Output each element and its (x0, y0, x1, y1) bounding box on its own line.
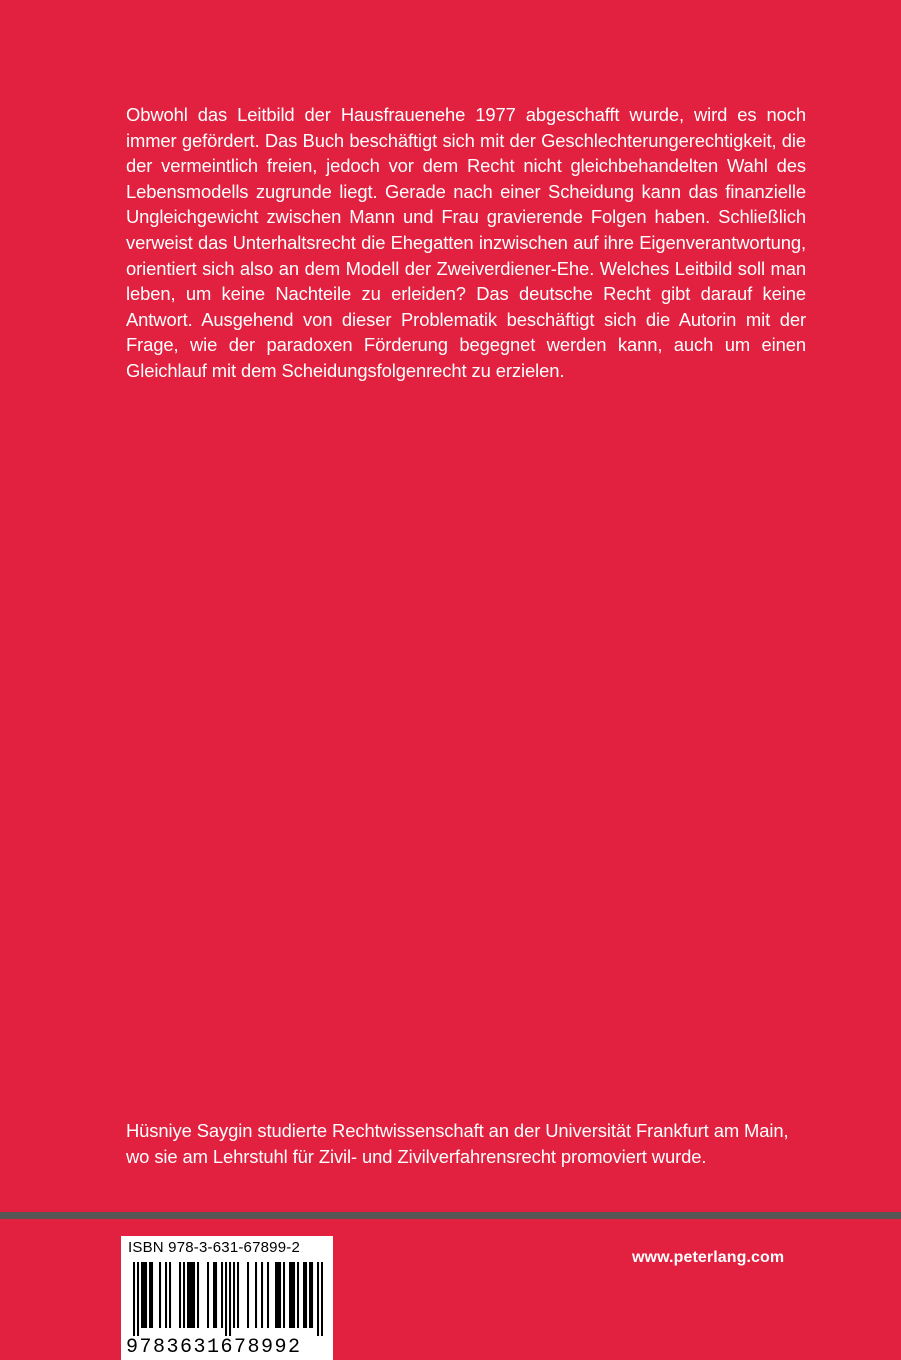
barcode-bar (179, 1262, 181, 1328)
barcode-bar (169, 1262, 171, 1328)
barcode-bar (247, 1262, 249, 1328)
barcode-bar (133, 1262, 135, 1336)
barcode-bar (321, 1262, 323, 1336)
barcode-bar (291, 1262, 293, 1328)
barcode-bar (189, 1262, 191, 1328)
barcode (121, 1236, 333, 1360)
barcode-bar (151, 1262, 153, 1328)
barcode-bar (229, 1262, 231, 1336)
blurb-text: Obwohl das Leitbild der Hausfrauenehe 1977 abgeschafft wurde, wird es noch immer gefördert. Das Buch beschäftigt sich mit der Geschlechterungerechtigkeit, die der vermeintlich freien, jedoch vor dem Recht nicht gleichbehandelten Wahl des Lebensmodells zugrunde liegt. Gerade nach einer Scheidung kann das finanzielle Ungleichgewicht zwischen Mann und Frau gravierende Folgen haben. Schließlich verweist das Unterhaltsrecht die Ehegatten inzwischen auf ihre Eigenverantwortung, orientiert sich also an dem Modell der Zweiverdiener-Ehe. Welches Leitbild soll man leben, um keine Nachteile zu erleiden? Das deutsche Recht gibt darauf keine Antwort. Ausgehend von dieser Problematik beschäftigt sich die Autorin mit der Frage, wie der paradoxen Förderung begegnet werden kann, auch um einen Gleichlauf mit dem Scheidungsfolgenrecht zu erzielen. (126, 104, 806, 381)
publisher-website[interactable]: www.peterlang.com (632, 1249, 785, 1266)
barcode-bar (283, 1262, 285, 1328)
barcode-bar (237, 1262, 239, 1328)
barcode-bar (165, 1262, 167, 1328)
barcode-bar (305, 1262, 307, 1328)
barcode-bar (293, 1262, 295, 1328)
barcode-bar (289, 1262, 291, 1328)
barcode-bar (261, 1262, 263, 1328)
barcode-bar (279, 1262, 281, 1328)
barcode-bars (133, 1262, 323, 1336)
barcode-bar (267, 1262, 269, 1328)
barcode-bar (311, 1262, 313, 1328)
barcode-bar (197, 1262, 199, 1328)
barcode-bar (213, 1262, 215, 1328)
barcode-bar (255, 1262, 257, 1328)
barcode-bar (277, 1262, 279, 1328)
barcode-bar (275, 1262, 277, 1328)
barcode-bar (183, 1262, 185, 1328)
barcode-bar (225, 1262, 227, 1336)
barcode-bar (233, 1262, 235, 1328)
barcode-bar (159, 1262, 161, 1328)
barcode-bar (317, 1262, 319, 1336)
barcode-bar (309, 1262, 311, 1328)
barcode-bar (215, 1262, 217, 1328)
isbn-label: ISBN 978-3-631-67899-2 (128, 1239, 301, 1256)
barcode-digits: 9783631678992 (126, 1336, 302, 1359)
barcode-bar (143, 1262, 145, 1328)
barcode-bar (141, 1262, 143, 1328)
barcode-bar (297, 1262, 299, 1328)
divider-rule (0, 1212, 901, 1219)
barcode-bar (187, 1262, 189, 1328)
barcode-bar (149, 1262, 151, 1328)
barcode-bar (193, 1262, 195, 1328)
barcode-bar (221, 1262, 223, 1328)
barcode-bar (191, 1262, 193, 1328)
author-bio: Hüsniye Saygin studierte Rechtwissenschaft an der Universität Frankfurt am Main, wo sie am Lehrstuhl für Zivil- und Zivilverfahrensrecht promoviert wurde. (126, 1120, 789, 1167)
barcode-bar (207, 1262, 209, 1328)
barcode-bar (137, 1262, 139, 1336)
barcode-bar (145, 1262, 147, 1328)
barcode-bar (303, 1262, 305, 1328)
